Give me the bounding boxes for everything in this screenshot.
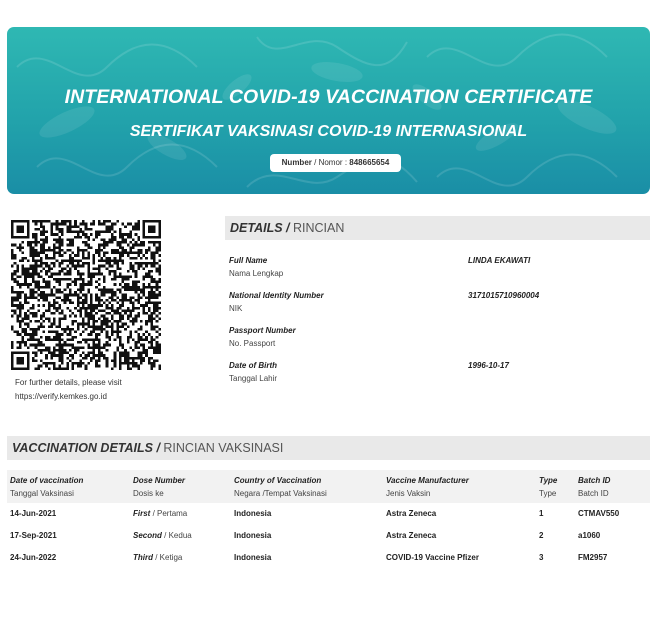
- number-label: Number: [281, 158, 312, 167]
- column-header-batch-en: Batch ID: [578, 476, 611, 485]
- row-dose: [133, 553, 182, 562]
- details-section-header: [225, 216, 650, 240]
- row-date: 24-Jun-2022: [10, 553, 57, 562]
- details-header-en: DETAILS: [230, 221, 283, 235]
- row-country: Indonesia: [234, 531, 272, 540]
- row-batch: FM2957: [578, 553, 608, 562]
- details-header-sep: /: [286, 221, 293, 235]
- column-header-type-en: Type: [539, 476, 558, 485]
- dob-value: 1996-10-17: [468, 361, 509, 370]
- row-vaccine: Astra Zeneca: [386, 509, 437, 518]
- row-dose-id: Ketiga: [159, 553, 183, 562]
- column-header-vaccine-id: Jenis Vaksin: [386, 489, 431, 498]
- column-header-country-id: Negara /Tempat Vaksinasi: [234, 489, 327, 498]
- column-header-vaccine-en: Vaccine Manufacturer: [386, 476, 469, 485]
- row-dose: [133, 531, 192, 540]
- full-name-value: LINDA EKAWATI: [468, 256, 531, 265]
- row-dose-sep: /: [150, 509, 158, 518]
- qr-finder-pattern: [148, 225, 156, 233]
- full-name-label: Full Name: [229, 256, 268, 265]
- passport-label: Passport Number: [229, 326, 296, 335]
- certificate-number-badge: [270, 154, 401, 172]
- verify-note-text: For further details, please visit: [15, 378, 122, 387]
- row-batch: CTMAV550: [578, 509, 620, 518]
- number-colon: :: [344, 158, 350, 167]
- vaccination-header-id: RINCIAN VAKSINASI: [163, 441, 284, 455]
- row-date: 14-Jun-2021: [10, 509, 57, 518]
- nik-label: National Identity Number: [229, 291, 324, 300]
- row-dose-id: Pertama: [157, 509, 188, 518]
- row-type: 1: [539, 509, 544, 518]
- row-vaccine: Astra Zeneca: [386, 531, 437, 540]
- vaccination-table-header: [7, 470, 650, 503]
- column-header-date-en: Date of vaccination: [10, 476, 84, 485]
- qr-modules: [11, 220, 161, 370]
- verify-note: [15, 376, 122, 404]
- column-header-vaccine: [386, 476, 469, 498]
- column-header-batch-id: Batch ID: [578, 489, 609, 498]
- certificate-title: INTERNATIONAL COVID-19 VACCINATION CERTIFICATE: [64, 86, 593, 108]
- vaccination-header-sep: /: [156, 441, 164, 455]
- row-type: 2: [539, 531, 544, 540]
- qr-finder-pattern: [16, 357, 24, 365]
- row-dose-sep: /: [153, 553, 160, 562]
- column-header-date: [10, 476, 83, 498]
- column-header-dose-en: Dose Number: [133, 476, 186, 485]
- number-label-id: Nomor: [318, 158, 343, 167]
- table-row: [7, 525, 650, 547]
- table-row: [7, 547, 650, 569]
- certificate-banner: [7, 27, 650, 194]
- row-vaccine: COVID-19 Vaccine Pfizer: [386, 553, 479, 562]
- row-dose-en: Second: [133, 531, 162, 540]
- dob-label: Date of Birth: [229, 361, 277, 370]
- qr-finder-pattern: [16, 225, 24, 233]
- row-batch: a1060: [578, 531, 601, 540]
- column-header-country: [234, 476, 327, 498]
- column-header-batch: [578, 476, 610, 498]
- row-country: Indonesia: [234, 553, 272, 562]
- row-dose-sep: /: [161, 531, 169, 540]
- column-header-country-en: Country of Vaccination: [234, 476, 322, 485]
- row-country: Indonesia: [234, 509, 272, 518]
- column-header-dose-id: Dosis ke: [133, 489, 164, 498]
- row-dose: [133, 509, 187, 518]
- vaccination-header-en: VACCINATION DETAILS: [12, 441, 153, 455]
- row-type: 3: [539, 553, 544, 562]
- vaccination-table: [7, 470, 650, 569]
- row-dose-id: Kedua: [168, 531, 192, 540]
- verify-link[interactable]: https://verify.kemkes.go.id: [15, 392, 107, 401]
- number-separator: /: [314, 158, 319, 167]
- row-dose-en: Third: [133, 553, 153, 562]
- column-header-dose: [133, 476, 185, 498]
- passport-sublabel: No. Passport: [229, 339, 276, 348]
- nik-sublabel: NIK: [229, 304, 243, 313]
- column-header-type: [539, 476, 557, 498]
- certificate-subtitle: SERTIFIKAT VAKSINASI COVID-19 INTERNASIONAL: [129, 123, 528, 140]
- vaccination-section-header: [7, 436, 650, 460]
- dob-sublabel: Tanggal Lahir: [229, 374, 278, 383]
- row-date: 17-Sep-2021: [10, 531, 57, 540]
- details-header-id: RINCIAN: [292, 221, 345, 235]
- table-row: [7, 503, 650, 525]
- column-header-type-id: Type: [539, 489, 557, 498]
- full-name-sublabel: Nama Lengkap: [229, 269, 284, 278]
- nik-value: 3171015710960004: [468, 291, 540, 300]
- certificate-number-value: 848665654: [349, 158, 390, 167]
- qr-code[interactable]: [11, 220, 161, 370]
- row-dose-en: First: [133, 509, 151, 518]
- column-header-date-id: Tanggal Vaksinasi: [10, 489, 74, 498]
